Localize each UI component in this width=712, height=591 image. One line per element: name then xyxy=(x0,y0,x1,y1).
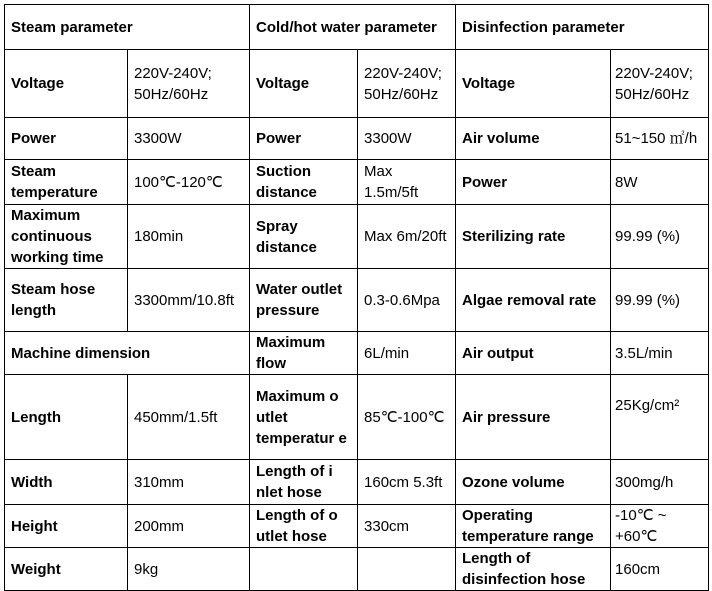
disinfection-label: Air output xyxy=(456,332,611,375)
table-row xyxy=(5,460,709,505)
disinfection-value: 220V-240V; 50Hz/60Hz xyxy=(611,50,709,118)
steam-label: Voltage xyxy=(5,50,128,118)
water-value: 3300W xyxy=(358,118,456,160)
steam-value: 200mm xyxy=(128,505,250,548)
steam-value: 3300W xyxy=(128,118,250,160)
water-value xyxy=(358,548,456,591)
steam-label: Machine dimension xyxy=(5,332,250,375)
steam-parameter-header: Steam parameter xyxy=(5,5,250,50)
disinfection-label: Voltage xyxy=(456,50,611,118)
steam-value: 3300mm/10.8ft xyxy=(128,269,250,332)
steam-value: 9kg xyxy=(128,548,250,591)
disinfection-parameter-header: Disinfection parameter xyxy=(456,5,709,50)
water-value: 160cm 5.3ft xyxy=(358,460,456,505)
water-label: Length of o utlet hose xyxy=(250,505,358,548)
table-row xyxy=(5,375,709,460)
water-label: Length of i nlet hose xyxy=(250,460,358,505)
disinfection-label: Ozone volume xyxy=(456,460,611,505)
disinfection-value: 99.99 (%) xyxy=(611,269,709,332)
water-value: 220V-240V; 50Hz/60Hz xyxy=(358,50,456,118)
disinfection-label: Power xyxy=(456,160,611,205)
steam-label: Maximum continuous working time xyxy=(5,205,128,269)
table-row xyxy=(5,50,709,118)
steam-value: 450mm/1.5ft xyxy=(128,375,250,460)
steam-label: Width xyxy=(5,460,128,505)
steam-label: Height xyxy=(5,505,128,548)
table-row xyxy=(5,269,709,332)
spec-table xyxy=(4,4,709,591)
steam-value: 100℃-120℃ xyxy=(128,160,250,205)
disinfection-label: Air volume xyxy=(456,118,611,160)
disinfection-label: Operating temperature range xyxy=(456,505,611,548)
water-value: Max 1.5m/5ft xyxy=(358,160,456,205)
disinfection-value: 51~150 ㎡/h xyxy=(611,118,709,160)
disinfection-value: 160cm xyxy=(611,548,709,591)
table-row xyxy=(5,205,709,269)
water-parameter-header: Cold/hot water parameter xyxy=(250,5,456,50)
disinfection-label: Length of disinfection hose xyxy=(456,548,611,591)
disinfection-value: 3.5L/min xyxy=(611,332,709,375)
water-value: 330cm xyxy=(358,505,456,548)
steam-label: Steam temperature xyxy=(5,160,128,205)
disinfection-label: Sterilizing rate xyxy=(456,205,611,269)
disinfection-label: Air pressure xyxy=(456,375,611,460)
steam-label: Weight xyxy=(5,548,128,591)
water-label: Water outlet pressure xyxy=(250,269,358,332)
steam-value: 220V-240V; 50Hz/60Hz xyxy=(128,50,250,118)
disinfection-value: 25Kg/cm² xyxy=(611,375,709,460)
water-value: 0.3-0.6Mpa xyxy=(358,269,456,332)
table-row xyxy=(5,118,709,160)
water-value: 6L/min xyxy=(358,332,456,375)
water-label: Spray distance xyxy=(250,205,358,269)
header-row xyxy=(5,5,709,50)
steam-label: Power xyxy=(5,118,128,160)
disinfection-label: Algae removal rate xyxy=(456,269,611,332)
steam-label: Length xyxy=(5,375,128,460)
water-value: 85℃-100℃ xyxy=(358,375,456,460)
water-label: Maximum flow xyxy=(250,332,358,375)
disinfection-value: 300mg/h xyxy=(611,460,709,505)
disinfection-value: -10℃ ~ +60℃ xyxy=(611,505,709,548)
table-row xyxy=(5,548,709,591)
water-label: Voltage xyxy=(250,50,358,118)
disinfection-value: 99.99 (%) xyxy=(611,205,709,269)
steam-value: 310mm xyxy=(128,460,250,505)
water-value: Max 6m/20ft xyxy=(358,205,456,269)
steam-value: 180min xyxy=(128,205,250,269)
table-row xyxy=(5,332,709,375)
table-row xyxy=(5,160,709,205)
water-label xyxy=(250,548,358,591)
water-label: Power xyxy=(250,118,358,160)
water-label: Suction distance xyxy=(250,160,358,205)
disinfection-value: 8W xyxy=(611,160,709,205)
steam-label: Steam hose length xyxy=(5,269,128,332)
table-row xyxy=(5,505,709,548)
water-label: Maximum o utlet temperatur e xyxy=(250,375,358,460)
